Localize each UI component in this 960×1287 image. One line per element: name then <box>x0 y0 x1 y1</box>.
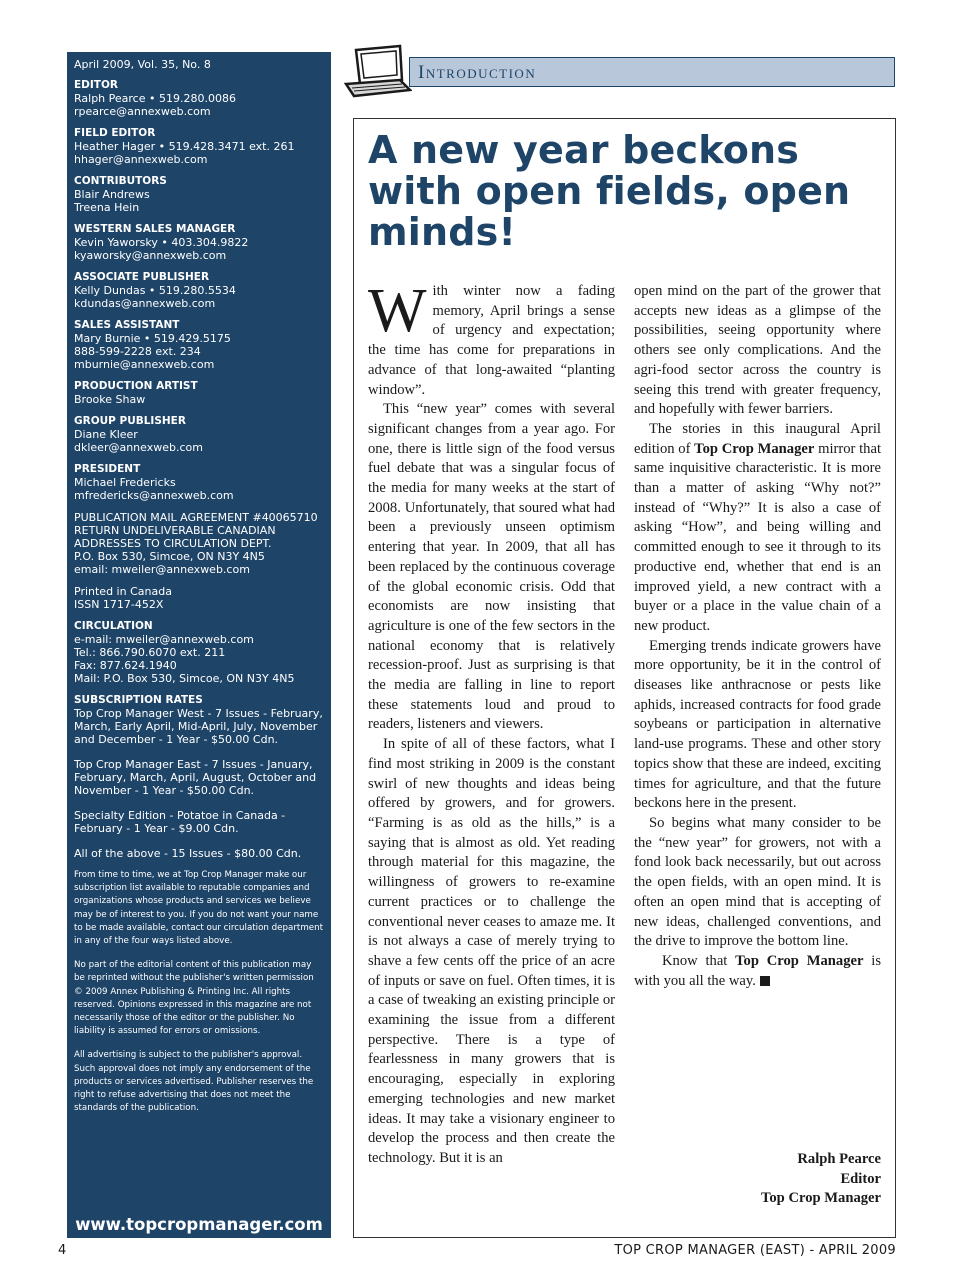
paragraph <box>634 420 881 637</box>
staff-email: rpearce@annexweb.com <box>74 105 211 118</box>
printed-line: Printed in Canada <box>74 585 172 598</box>
article-column-right <box>634 282 881 991</box>
copyright-notice: No part of the editorial content of this publication may be reprinted without the publisher's written permission © 2009 Annex Publishing & Printing Inc. All rights reserved. Opinions expressed in this magazine are not necessarily those of the editor or the publisher. No liability is assumed for errors or omissions. <box>74 960 314 1037</box>
staff-editor <box>74 79 324 118</box>
staff-label: ASSOCIATE PUBLISHER <box>74 271 210 283</box>
circulation-label: CIRCULATION <box>74 620 153 632</box>
staff-western-sales <box>74 223 324 262</box>
subscription-rates <box>74 694 324 860</box>
drop-cap: W <box>368 277 427 345</box>
printed-info <box>74 585 324 611</box>
staff-label: SALES ASSISTANT <box>74 319 180 331</box>
paragraph-text: mirror that same inquisitive characteristic. It is more than a matter of asking “Why not?” instead of “Why?” It is also a case of asking “How”, and being willing and committed enough to see it through to its productive end, whether that end is an improved yield, a new contract with a buyer or a place in the value chain of a new product. <box>634 440 881 634</box>
staff-label: PRESIDENT <box>74 463 141 475</box>
circulation-line: e-mail: mweiler@annexweb.com <box>74 633 254 646</box>
signature-title: Editor <box>840 1170 881 1187</box>
staff-president <box>74 463 324 502</box>
article-column-left <box>368 277 615 1169</box>
staff-email: mfredericks@annexweb.com <box>74 489 234 502</box>
paragraph: Emerging trends indicate growers have more opportunity, be it in the control of diseases like anthracnose or pests like aphids, increased contracts for food grade soybeans or participation in alternative land-use programs. These and other story topics show that these are indeed, exciting times for agriculture, and that the future beckons here in the present. <box>634 637 881 812</box>
article-headline: A new year beckons with open fields, open minds! <box>368 128 851 254</box>
staff-line: Blair Andrews <box>74 188 150 201</box>
paragraph-text: ith winter now a fading memory, April brings a sense of urgency and expectation; the time has come for preparations in advance of that long-awaited “planting window”. <box>368 283 615 398</box>
rate-west: Top Crop Manager West - 7 Issues - February, March, Early April, Mid-April, July, November and December - 1 Year - $50.00 Cdn. <box>74 707 323 746</box>
section-title: Introduction <box>418 62 537 83</box>
issn-line: ISSN 1717-452X <box>74 598 164 611</box>
staff-group-publisher <box>74 415 324 454</box>
paragraph <box>634 952 881 991</box>
staff-label: CONTRIBUTORS <box>74 175 167 187</box>
signature-name: Ralph Pearce <box>797 1151 881 1167</box>
circulation-line: Fax: 877.624.1940 <box>74 659 177 672</box>
brand-name: Top Crop Manager <box>694 440 815 457</box>
staff-line: Kelly Dundas • 519.280.5534 <box>74 284 236 297</box>
staff-email: hhager@annexweb.com <box>74 153 208 166</box>
staff-associate-publisher <box>74 271 324 310</box>
rate-specialty: Specialty Edition - Potatoe in Canada - February - 1 Year - $9.00 Cdn. <box>74 809 286 835</box>
subscription-label: SUBSCRIPTION RATES <box>74 694 203 706</box>
paragraph: open mind on the part of the grower that accepts new ideas as a glimpse of the possibilities, seeing opportunity where others see only complications. And the agri-food sector across the country is seeing this trend with greater frequency, and hopefully with fewer barriers. <box>634 283 881 418</box>
signature-publication: Top Crop Manager <box>760 1190 881 1207</box>
staff-line: Ralph Pearce • 519.280.0086 <box>74 92 236 105</box>
paragraph: This “new year” comes with several significant changes from a year ago. For one, there is little sign of the food versus fuel debate that was a singular focus of the media for many weeks at the start of 2008. Unfortunately, that soured what had been a previously unseen optimism entering that year. In 2009, that all has been replaced by the continuous coverage of the global economic crisis. Odd that economists are now insisting that agriculture is one of the few sectors in the national economy that is relatively recession-proof. Just as surprising is that the media are falling in line to report these statements loud and proud to readers, listeners and viewers. <box>368 401 615 733</box>
mail-agreement <box>74 511 324 576</box>
mail-line: email: mweiler@annexweb.com <box>74 563 250 576</box>
advertising-notice: All advertising is subject to the publisher's approval. Such approval does not imply any endorsement of the products or services advertised. Publisher reserves the right to refuse advertising that does not meet the standards of the publication. <box>74 1050 314 1114</box>
mail-line: RETURN UNDELIVERABLE CANADIAN <box>74 524 276 537</box>
staff-line: Mary Burnie • 519.429.5175 <box>74 332 231 345</box>
staff-line: Treena Hein <box>74 201 140 214</box>
staff-email: dkleer@annexweb.com <box>74 441 203 454</box>
staff-line: Michael Fredericks <box>74 476 176 489</box>
mail-line: ADDRESSES TO CIRCULATION DEPT. <box>74 537 272 550</box>
paragraph-text: is with you all the way. <box>634 952 881 989</box>
website-link[interactable]: www.topcropmanager.com <box>75 1215 323 1234</box>
mail-line: PUBLICATION MAIL AGREEMENT #40065710 <box>74 511 318 524</box>
circulation-line: Mail: P.O. Box 530, Simcoe, ON N3Y 4N5 <box>74 672 295 685</box>
staff-label: EDITOR <box>74 79 118 91</box>
staff-line: 888-599-2228 ext. 234 <box>74 345 201 358</box>
paragraph: In spite of all of these factors, what I find most striking in 2009 is the constant swirl of new thoughts and ideas being offered by growers, and for growers. “Farming is as old as the hills,” is a saying that is almost as old. Yet reading through material for this magazine, the willingness of growers to re-examine current practices or to challenge the conventional never ceases to amaze me. It is not always a case of merely trying to shave a few cents off the price of an acre of inputs or save on fuel. Often times, it is a case of tweaking an existing principle or examining the issue from a different perspective. There is a type of fearlessness in many growers that is encouraging, especially in exploring emerging technologies and new market ideas. It may take a visionary engineer to develop the process and then create the technology. But it is an <box>368 736 615 1166</box>
staff-field-editor <box>74 127 324 166</box>
staff-email: kdundas@annexweb.com <box>74 297 216 310</box>
section-header <box>409 57 895 87</box>
staff-label: GROUP PUBLISHER <box>74 415 186 427</box>
paragraph-text: The stories in this inaugural April edition of <box>634 420 881 457</box>
staff-line: Brooke Shaw <box>74 393 146 406</box>
staff-production-artist <box>74 380 324 406</box>
page-number: 4 <box>58 1243 67 1258</box>
mail-line: P.O. Box 530, Simcoe, ON N3Y 4N5 <box>74 550 265 563</box>
rate-all: All of the above - 15 Issues - $80.00 Cdn. <box>74 847 302 860</box>
running-footer: TOP CROP MANAGER (EAST) - APRIL 2009 <box>614 1243 896 1258</box>
staff-label: WESTERN SALES MANAGER <box>74 223 236 235</box>
paragraph-text: Know that <box>662 952 736 969</box>
staff-contributors <box>74 175 324 214</box>
circulation-line: Tel.: 866.790.6070 ext. 211 <box>74 646 226 659</box>
rate-east: Top Crop Manager East - 7 Issues - January, February, March, April, August, October and November - 1 Year - $50.00 Cdn. <box>74 758 317 797</box>
laptop-icon <box>342 44 412 100</box>
staff-line: Diane Kleer <box>74 428 138 441</box>
staff-email: kyaworsky@annexweb.com <box>74 249 227 262</box>
staff-sales-assistant <box>74 319 324 371</box>
paragraph: So begins what many consider to be the “new year” for growers, not with a fond look back necessarily, but out across the open fields, with an open mind. It is often an open mind that is accepting of new ideas, challenged conventions, and the drive to improve the bottom line. <box>634 814 881 950</box>
end-mark-icon <box>760 976 770 986</box>
staff-label: PRODUCTION ARTIST <box>74 380 198 392</box>
staff-line: Heather Hager • 519.428.3471 ext. 261 <box>74 140 295 153</box>
staff-line: Kevin Yaworsky • 403.304.9822 <box>74 236 249 249</box>
masthead-sidebar <box>67 52 331 1238</box>
brand-name: Top Crop Manager <box>735 952 864 969</box>
privacy-notice: From time to time, we at Top Crop Manager make our subscription list available to reputable companies and organizations whose products and services we believe may be of interest to you. If you do not want your name to be made available, contact our circulation department in any of the four ways listed above. <box>74 870 324 947</box>
staff-label: FIELD EDITOR <box>74 127 156 139</box>
paragraph <box>368 277 615 400</box>
signature-block <box>634 1150 881 1209</box>
circulation <box>74 620 324 685</box>
staff-email: mburnie@annexweb.com <box>74 358 215 371</box>
issue-line: April 2009, Vol. 35, No. 8 <box>74 58 211 71</box>
